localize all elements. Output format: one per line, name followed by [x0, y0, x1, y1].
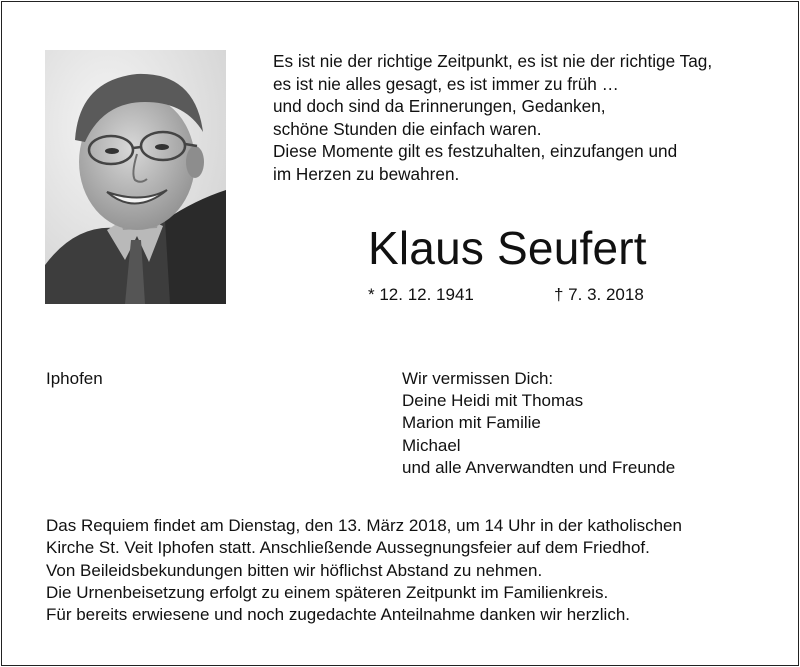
mourners-line: Deine Heidi mit Thomas: [402, 391, 584, 411]
deceased-name: Klaus Seufert: [368, 222, 647, 274]
death-date: † 7. 3. 2018: [554, 285, 644, 304]
notice-line: Das Requiem findet am Dienstag, den 13. März 2018, um 14 Uhr in der katholischen: [46, 516, 682, 535]
portrait-image-icon: [45, 50, 226, 304]
funeral-notice-text: [46, 515, 786, 626]
mourners-line: Wir vermissen Dich:: [402, 369, 554, 388]
notice-line: Von Beileidsbekundungen bitten wir höflichst Abstand zu nehmen.: [46, 560, 543, 580]
poem-line: Diese Momente gilt es festzuhalten, einzufangen und: [273, 141, 678, 161]
notice-line: Die Urnenbeisetzung erfolgt zu einem späteren Zeitpunkt im Familienkreis.: [46, 582, 609, 602]
birth-date: * 12. 12. 1941: [368, 285, 474, 304]
poem-line: schöne Stunden die einfach waren.: [273, 118, 542, 139]
portrait-photo: [45, 50, 226, 304]
poem-line: es ist nie alles gesagt, es ist immer zu früh …: [273, 73, 619, 94]
poem-line: und doch sind da Erinnerungen, Gedanken,: [273, 96, 606, 116]
poem-line: im Herzen zu bewahren.: [273, 163, 460, 184]
place-of-residence: Iphofen: [46, 369, 103, 388]
mourners-line: und alle Anverwandten und Freunde: [402, 457, 676, 477]
notice-line: Für bereits erwiesene und noch zugedachte Anteilnahme danken wir herzlich.: [46, 605, 631, 625]
mourners-list: [402, 368, 782, 479]
life-dates: [368, 284, 668, 306]
mourners-line: Michael: [402, 435, 461, 455]
memorial-poem: [273, 50, 773, 185]
poem-line: Es ist nie der richtige Zeitpunkt, es ist nie der richtige Tag,: [273, 51, 713, 71]
mourners-line: Marion mit Familie: [402, 413, 541, 433]
notice-line: Kirche St. Veit Iphofen statt. Anschließende Aussegnungsfeier auf dem Friedhof.: [46, 538, 650, 558]
